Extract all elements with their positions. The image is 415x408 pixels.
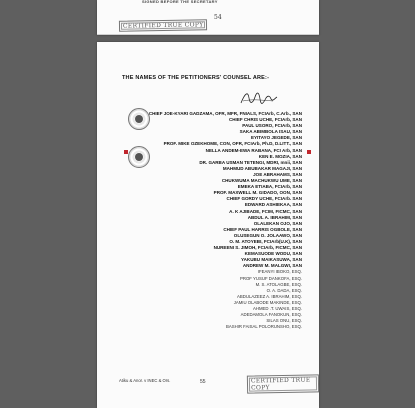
counsel-name: EYITAYO JEGEDE, SAN xyxy=(250,135,302,141)
counsel-name: CHIEF JOE-KYARI GADZAMA, OFR, MFR, FNIALS, FCIArb, C.Arb., SAN xyxy=(148,111,302,116)
page-number: 54 xyxy=(214,14,222,21)
counsel-name: YAKUBU MAIKASUWA, SAN xyxy=(241,257,302,263)
counsel-name: MAHMUD ABUBAKAR MAGAJI, SAN xyxy=(222,165,302,171)
counsel-name: DR. GARBA USMAN TETENGI, MDRI, mnii, SAN xyxy=(199,159,302,165)
counsel-name: AHMED .T. UWAIS, ESQ. xyxy=(252,306,302,311)
counsel-name: A. K AJIBADE, FCIM, FICMC, SAN xyxy=(229,208,302,214)
counsel-name: OLALEKAN OJO, SAN xyxy=(253,220,302,226)
counsel-name: PROF. MAXWELL M. GIDADO, OON, SAN xyxy=(213,190,302,196)
counsel-name: NELLA ANDEM-EWA RABANA, FCI Arb, SAN xyxy=(205,147,302,153)
counsel-name: PAUL USORO, FCIArb, SAN xyxy=(242,123,302,129)
counsel-name: NUREENI S. JIMOH, FCIArb, FICMC, SAN xyxy=(213,245,302,251)
red-marker-icon xyxy=(307,150,311,154)
counsel-name: EDWARD ASHIEKAA, SAN xyxy=(244,202,302,208)
counsel-name: JOE ABRAHAMS, SAN xyxy=(253,171,302,177)
signature-icon xyxy=(239,89,279,107)
counsel-name: IFEANYI IBOKO, ESQ. xyxy=(257,269,302,275)
counsel-name: KEN E. MOZIA, SAN xyxy=(258,153,302,159)
counsel-name: PROF YUSUF DANKOFA, ESQ. xyxy=(240,275,302,281)
counsel-name: CHUKWUMA MACHUKWU UME, SAN xyxy=(221,178,302,184)
counsel-name: O. M. ATOYEBI, FCIArb(U.K), SAN xyxy=(229,238,302,244)
counsel-name: ABDUL A. IBRAHIM, SAN xyxy=(247,214,302,220)
previous-page-text: SIGNED BEFORE THE SECRETARY xyxy=(142,0,218,4)
counsel-name: JAMIU OLABODE MAKINDE, ESQ. xyxy=(233,299,302,305)
counsel-name: ABDULAZEEZ A. IBRAHIM, ESQ. xyxy=(237,293,302,299)
certified-stamp: CERTIFIED TRUE COPY xyxy=(247,374,319,393)
nba-seal-icon xyxy=(128,146,150,168)
counsel-name: O. A. DADA, ESQ. xyxy=(266,287,302,293)
counsel-list xyxy=(149,111,302,330)
counsel-name: SILAS ONU, ESQ. xyxy=(266,318,302,324)
counsel-name: ANDREW M. MALGWI, SAN xyxy=(242,263,302,269)
counsel-name: CHIEF PAUL HARRIS OGBOLE, SAN xyxy=(223,226,302,232)
footer-case-title: Atiku & Anor. v INEC & Ors. xyxy=(119,378,171,383)
document-page xyxy=(97,42,319,408)
previous-page xyxy=(97,0,319,35)
counsel-name: PROF. MIKE OZEKHOME, CON, OFR, FCIArb, Ph.D, D.LITT., SAN xyxy=(163,141,302,147)
certified-stamp: CERTIFIED TRUE COPY xyxy=(119,19,208,32)
counsel-name: ADEDAMOLA FANOKUN, ESQ. xyxy=(240,312,302,318)
counsel-name: KEMASUODE WODU, SAN xyxy=(244,251,302,257)
counsel-name: M. S. ATOLAGBE, ESQ. xyxy=(255,281,302,287)
red-marker-icon xyxy=(124,150,128,154)
counsel-name: OLUSEGUN O. JOLAAWO, SAN xyxy=(233,232,302,238)
counsel-name: BASHIR FAISAL POLORUNSHO, ESQ. xyxy=(225,324,302,330)
nba-seal-icon xyxy=(128,108,150,130)
counsel-name: SAKA ABIMBOLA ISAU, SAN xyxy=(239,129,302,135)
page-heading: THE NAMES OF THE PETITIONERS' COUNSEL ARE:- xyxy=(122,75,270,81)
counsel-name: EMEKA ETIABA, FCIArb, SAN xyxy=(237,184,302,190)
footer-page-number: 55 xyxy=(200,379,206,385)
counsel-name: CHIEF GORDY UCHE, FCIArb. SAN xyxy=(226,196,302,202)
counsel-name: CHIEF CHRIS UCHE, FCIArb, SAN xyxy=(228,117,302,123)
